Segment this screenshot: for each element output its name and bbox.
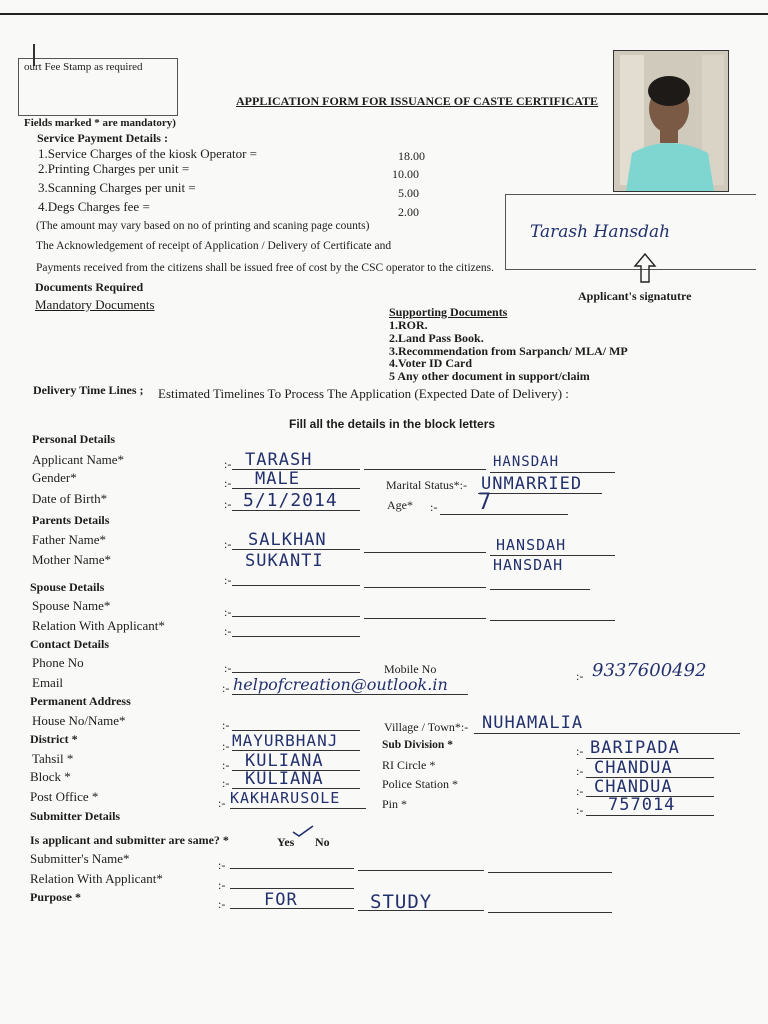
- ri-circle-label: RI Circle *: [382, 758, 436, 772]
- field-line: [232, 672, 360, 673]
- separator: :-: [222, 776, 230, 790]
- field-line: [232, 616, 360, 617]
- separator: :-: [224, 573, 232, 587]
- age-value[interactable]: 7: [478, 490, 493, 515]
- separator: :-: [576, 764, 584, 778]
- field-line: [232, 585, 360, 586]
- service-note: The Acknowledgement of receipt of Application / Delivery of Certificate and: [36, 240, 392, 252]
- separator: :-: [576, 803, 584, 817]
- pin-value[interactable]: 757014: [608, 795, 676, 815]
- spouse-relation-label: Relation With Applicant*: [32, 618, 165, 633]
- separator: :-: [576, 744, 584, 758]
- father-first-name[interactable]: SALKHAN: [248, 530, 327, 550]
- separator: :-: [224, 624, 232, 638]
- delivery-text: Estimated Timelines To Process The Application (Expected Date of Delivery) :: [158, 386, 569, 401]
- mother-name-label: Mother Name*: [32, 552, 112, 567]
- district-value[interactable]: MAYURBHANJ: [232, 731, 339, 750]
- mandatory-documents: Mandatory Documents: [35, 297, 155, 312]
- separator: :-: [430, 500, 438, 514]
- mother-last-name[interactable]: HANSDAH: [493, 556, 564, 574]
- service-item-value: 18.00: [398, 149, 425, 163]
- supporting-item: 1.ROR.: [389, 318, 428, 332]
- yes-option[interactable]: Yes: [277, 835, 295, 849]
- service-item-label: 4.Degs Charges fee =: [38, 199, 150, 214]
- separator: :-: [224, 537, 232, 551]
- top-border-line: [0, 13, 768, 15]
- supporting-item: 4.Voter ID Card: [389, 356, 472, 370]
- separator: :-: [224, 605, 232, 619]
- field-line: [358, 910, 484, 911]
- email-value[interactable]: helpofcreation@outlook.in: [233, 675, 448, 694]
- purpose-value-2[interactable]: STUDY: [370, 891, 433, 913]
- dob-label: Date of Birth*: [32, 491, 108, 506]
- service-heading: Service Payment Details :: [37, 131, 168, 145]
- field-line: [232, 636, 360, 637]
- subdivision-label: Sub Division *: [382, 739, 453, 751]
- field-line: [488, 912, 612, 913]
- supporting-item: 2.Land Pass Book.: [389, 331, 484, 345]
- fields-note: Fields marked * are mandatory): [24, 117, 176, 129]
- submitter-name-label: Submitter's Name*: [30, 851, 130, 866]
- arrow-up-icon: [633, 252, 657, 284]
- field-line: [364, 552, 486, 553]
- police-station-label: Police Station *: [382, 777, 458, 791]
- documents-heading: Documents Required: [35, 280, 144, 294]
- separator: :-: [218, 897, 226, 911]
- post-office-label: Post Office *: [30, 789, 99, 804]
- separator: :-: [224, 661, 232, 675]
- field-line: [232, 510, 360, 511]
- service-item-label: 1.Service Charges of the kiosk Operator =: [38, 146, 258, 161]
- service-item-label: 3.Scanning Charges per unit =: [38, 180, 196, 195]
- service-item-value: 2.00: [398, 205, 419, 219]
- block-label: Block *: [30, 769, 71, 784]
- age-label: Age*: [387, 498, 413, 512]
- house-label: House No/Name*: [32, 713, 126, 728]
- same-question: Is applicant and submitter are same? *: [30, 833, 229, 847]
- field-line: [490, 620, 615, 621]
- separator: :-: [222, 758, 230, 772]
- block-letters-instruction: Fill all the details in the block letters: [289, 417, 496, 431]
- field-line: [478, 493, 602, 494]
- ri-circle-value[interactable]: CHANDUA: [594, 758, 673, 778]
- supporting-item: 5 Any other document in support/claim: [389, 369, 590, 383]
- stamp-box-label: ourt Fee Stamp as required: [24, 61, 143, 73]
- post-office-value[interactable]: KAKHARUSOLE: [230, 789, 341, 807]
- subdivision-value[interactable]: BARIPADA: [590, 738, 680, 758]
- pin-label: Pin *: [382, 797, 408, 811]
- delivery-label: Delivery Time Lines ;: [33, 383, 144, 397]
- field-line: [230, 888, 354, 889]
- spouse-details-heading: Spouse Details: [30, 580, 105, 594]
- purpose-label: Purpose *: [30, 890, 81, 904]
- marital-status-label: Marital Status*:-: [386, 478, 467, 492]
- parents-details-heading: Parents Details: [32, 513, 110, 527]
- separator: :-: [222, 718, 230, 732]
- field-line: [474, 733, 740, 734]
- village-value[interactable]: NUHAMALIA: [482, 713, 584, 733]
- form-title: APPLICATION FORM FOR ISSUANCE OF CASTE CERTIFICATE: [236, 94, 599, 108]
- marital-status-value[interactable]: UNMARRIED: [481, 474, 583, 494]
- signature-caption: Applicant's signatutre: [578, 289, 692, 303]
- email-label: Email: [32, 675, 64, 690]
- service-note: Payments received from the citizens shall be issued free of cost by the CSC operator to the citizens.: [36, 262, 494, 274]
- submitter-relation-label: Relation With Applicant*: [30, 871, 163, 886]
- field-line: [490, 589, 590, 590]
- separator: :-: [576, 784, 584, 798]
- police-station-value[interactable]: CHANDUA: [594, 777, 673, 797]
- tahsil-value[interactable]: KULIANA: [245, 751, 324, 771]
- father-name-label: Father Name*: [32, 532, 107, 547]
- field-line: [358, 870, 484, 871]
- gender-label: Gender*: [32, 470, 77, 485]
- father-last-name[interactable]: HANSDAH: [496, 536, 567, 554]
- field-line: [232, 549, 360, 550]
- permanent-address-heading: Permanent Address: [30, 694, 131, 708]
- gender-value[interactable]: MALE: [255, 469, 300, 489]
- field-line: [586, 815, 714, 816]
- tahsil-label: Tahsil *: [32, 751, 74, 766]
- mother-first-name[interactable]: SUKANTI: [245, 551, 324, 571]
- submitter-details-heading: Submitter Details: [30, 809, 121, 823]
- field-line: [364, 587, 486, 588]
- applicant-photo: [613, 50, 729, 192]
- separator: :-: [222, 681, 230, 695]
- district-label: District *: [30, 732, 78, 746]
- supporting-item: 3.Recommendation from Sarpanch/ MLA/ MP: [389, 344, 628, 358]
- separator: :-: [218, 858, 226, 872]
- field-line: [364, 618, 486, 619]
- applicant-signature: Tarash Hansdah: [530, 222, 671, 242]
- contact-details-heading: Contact Details: [30, 637, 109, 651]
- field-line: [230, 908, 354, 909]
- separator: :-: [218, 796, 226, 810]
- field-line: [364, 469, 486, 470]
- phone-label: Phone No: [32, 655, 84, 670]
- mobile-label: Mobile No: [384, 662, 437, 676]
- separator: :-: [224, 497, 232, 511]
- service-item-value: 5.00: [398, 186, 419, 200]
- separator: :-: [224, 476, 232, 490]
- field-line: [488, 872, 612, 873]
- service-note: (The amount may vary based on no of printing and scaning page counts): [36, 220, 370, 232]
- field-line: [230, 868, 354, 869]
- block-value[interactable]: KULIANA: [245, 769, 324, 789]
- village-label: Village / Town*:-: [384, 720, 469, 734]
- applicant-first-name[interactable]: TARASH: [245, 450, 313, 470]
- field-line: [232, 694, 468, 695]
- personal-details-heading: Personal Details: [32, 432, 115, 446]
- supporting-heading: Supporting Documents: [389, 305, 508, 319]
- separator: :-: [218, 878, 226, 892]
- service-item-value: 10.00: [392, 167, 419, 181]
- no-option[interactable]: No: [315, 835, 330, 849]
- spouse-name-label: Spouse Name*: [32, 598, 111, 613]
- separator: :-: [576, 669, 584, 683]
- applicant-name-label: Applicant Name*: [32, 452, 125, 467]
- dob-value[interactable]: 5/1/2014: [243, 490, 338, 511]
- service-item-label: 2.Printing Charges per unit =: [38, 161, 190, 176]
- field-line: [440, 514, 568, 515]
- field-line: [490, 472, 615, 473]
- purpose-value-1[interactable]: FOR: [264, 890, 298, 910]
- field-line: [232, 488, 360, 489]
- checkmark-icon: [291, 824, 315, 838]
- separator: :-: [222, 739, 230, 753]
- separator: :-: [224, 457, 232, 471]
- field-line: [230, 808, 366, 809]
- applicant-last-name[interactable]: HANSDAH: [493, 454, 560, 470]
- mobile-value[interactable]: 9337600492: [592, 660, 707, 681]
